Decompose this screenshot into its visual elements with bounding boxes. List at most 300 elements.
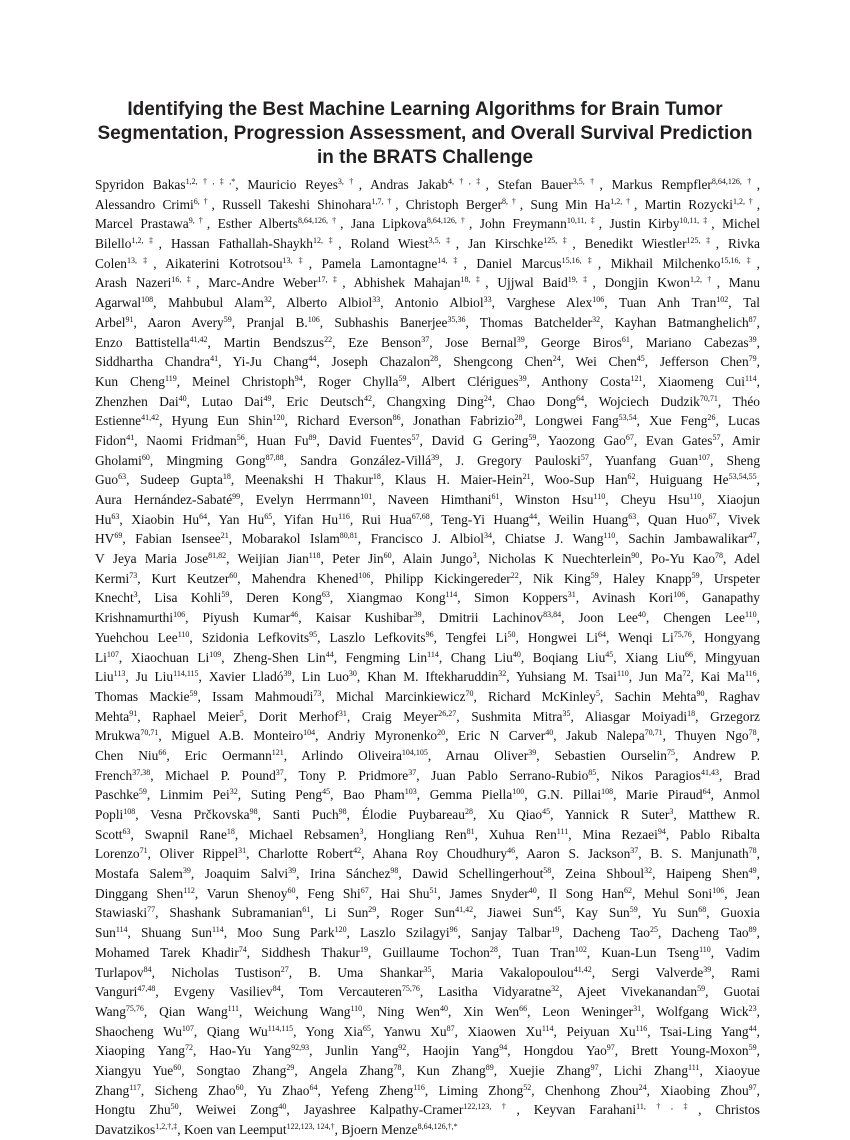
affiliation-marker: 40 [178,393,187,403]
author-name: Vanguri [95,984,138,1000]
author: Peiyuan Xu$^{116}$, [566,1023,651,1039]
author: Evgeny Vasiliev$^{84}$, [173,984,284,1000]
affiliation-marker: 8,64,126,† [711,177,757,186]
author-name: Keyvan Farahani [533,1102,637,1118]
author-name: Chiatse J. Wang [504,531,604,547]
affiliation-marker: 8,† [502,196,520,206]
author: Marie Piraud$^{64}$, [626,787,714,803]
author-name: Hai Shu [380,885,430,901]
author-name: Sandra González-Villá [299,452,432,468]
affiliation-marker: 119 [165,373,177,383]
affiliation-marker: 114 [427,649,439,659]
author-name: Feng Shi [307,885,361,901]
author-name: Richard McKinley [488,688,596,704]
author: Keyvan Farahani$^{11,\dagger,\ddagger}$, [533,1102,702,1118]
author-line [95,903,760,923]
author-name: Yu Sun [651,905,699,921]
author: Kai Ma$^{116}$, [700,669,760,685]
author-name: Abhishek Mahajan [353,275,461,291]
author: Mauricio Reyes$^{3,\dagger}$, [247,177,363,192]
affiliation-marker: 87 [446,1023,455,1033]
author-line [95,1041,760,1061]
author: Thuyen Ngo$^{78}$, [675,728,760,744]
affiliation-marker: 91 [129,708,138,718]
affiliation-marker: 44 [325,649,334,659]
author-name: Xiaomeng Cui [657,373,745,389]
author-name: Dacheng Tao [671,925,749,941]
author: Varun Shenoy$^{60}$, [206,885,299,901]
affiliation-marker: 39 [518,373,527,383]
affiliation-marker: 106 [712,885,725,895]
author: Angela Zhang$^{78}$, [308,1062,405,1078]
author-line [95,529,760,549]
affiliation-marker: 45 [636,354,645,364]
affiliation-marker: 78 [748,846,757,856]
author-name: Kurt Keutzer [151,570,230,586]
author-name: Boqiang Liu [532,649,606,665]
author-name: Stefan Bauer [497,177,573,192]
affiliation-marker: 86 [392,413,401,423]
affiliation-marker: 3 [669,807,674,816]
affiliation-marker: 107 [181,1023,194,1033]
author [732,394,760,409]
affiliation-marker: 18,‡ [460,275,486,285]
author: Mehta$^{91}$, [95,708,141,724]
author-name: Michal Marcinkiewicz [335,688,466,704]
author: Mehul Soni$^{106}$, [644,885,728,901]
affiliation-marker: 87,88 [265,452,284,462]
author: Songtao Zhang$^{29}$, [196,1062,298,1078]
title-line: Segmentation, Progression Assessment, and Overall Survival Prediction [97,123,753,144]
author-name: Leon Weninger [542,1003,634,1019]
affiliation-marker: 18 [687,708,696,718]
author-name: Sung Min Ha [530,196,611,212]
affiliation-marker: 101 [360,492,373,501]
affiliation-marker: 67,68 [411,511,430,521]
affiliation-marker: 80,81 [339,531,358,541]
author: Juan Pablo Serrano-Rubio$^{85}$, [431,767,600,783]
author: Yannick R Suter$^3$, [564,807,677,822]
author-line [95,1061,760,1081]
author-name: Nicholas K Nuechterlein [488,551,632,567]
author-name: Ganapathy [701,590,760,606]
author-name: Yong Xia [305,1023,363,1039]
author-line [95,726,760,746]
affiliation-marker: 106 [673,590,686,600]
author: Krishnamurthi$^{106}$, [95,610,189,626]
author [724,984,760,999]
affiliation-marker: 116 [635,1023,648,1033]
author-name: Kun Zhang [416,1062,486,1078]
author: Koen van Leemput$^{122,123, 124,\dagger}$, [183,1122,338,1137]
affiliation-marker: 32 [263,295,272,305]
author-name: Chenhong Zhou [544,1082,639,1098]
author-name: Linmim Pei [159,787,230,803]
author-name: Zeina Shboul [565,866,645,882]
author-name: Ning Wen [377,1003,440,1019]
author: Yi-Ju Chang$^{44}$, [232,354,320,370]
author: Anthony Costa$^{121}$, [541,373,646,389]
author: Sachin Jambawalikar$^{47}$, [628,531,760,547]
author-name: Shengcong Chen [453,354,553,370]
author: Lichi Zhang$^{111}$, [613,1062,703,1078]
author-name: Jiawei Sun [487,905,554,921]
affiliation-marker: 120 [272,413,285,423]
affiliation-marker: 100 [512,787,525,797]
author-name: Santi Puch [272,807,339,822]
author-name: Alain Jungo [402,551,473,567]
affiliation-marker: 70,71 [699,393,718,403]
author: Meinel Christoph$^{94}$, [192,373,307,389]
author: Xiangmao Kong$^{114}$, [346,590,461,606]
author-line [95,825,760,845]
author-name: Eric Oermann [184,747,272,763]
author-line [95,628,760,648]
author-name: Tony P. Pridmore [298,767,409,783]
author-name: Albert Clérigues [421,373,519,389]
author-name: Xiaowen Xu [467,1023,542,1039]
author-name: Michael Rebsamen [249,826,360,842]
author-name: Fabian Isensee [135,531,221,547]
author-name: Xiang Liu [625,649,686,665]
author-name: Kaisar Kushibar [315,610,414,626]
author-name: George Biros [540,334,622,350]
author-name: Deren Kong [246,590,322,606]
author: Weiwei Zong$^{40}$, [195,1102,290,1118]
affiliation-marker: 37 [421,334,430,344]
author: Eze Benson$^{37}$, [348,334,433,350]
author: Ajeet Vivekanandan$^{59}$, [576,984,709,1000]
affiliation-marker: 29 [368,905,377,915]
author-name: Marie Piraud [626,787,703,803]
author-name: Yanwu Xu [383,1023,447,1039]
affiliation-marker: 39 [703,964,712,974]
author: Roland Wiest$^{3,5,\ddagger}$, [350,236,460,252]
author-line [95,490,760,510]
affiliation-marker: 37 [630,846,639,856]
author [693,748,760,763]
author-name: Xiaoping Yang [95,1043,185,1059]
affiliation-marker: 61 [302,905,311,915]
affiliation-marker: 89 [308,432,317,442]
affiliation-marker: 95 [309,629,318,639]
affiliation-marker: 44 [748,1023,757,1033]
author: Alessandro Crimi$^{6,\dagger}$, [95,196,215,212]
author: Longwei Fang$^{53,54}$, [535,413,641,429]
author-name: Siddhartha Chandra [95,354,211,370]
author-name: Wei Chen [575,354,637,370]
author: Lutao Dai$^{49}$, [201,393,275,409]
affiliation-marker: 39 [413,610,422,620]
affiliation-marker: 45 [322,787,331,797]
affiliation-marker: 77 [147,905,156,915]
author: Chenhong Zhou$^{24}$, [544,1082,650,1098]
author: Aaron S. Jackson$^{37}$, [526,846,642,862]
author: Esther Alberts$^{8,64,126,\dagger}$, [217,216,344,232]
affiliation-marker: 62 [627,472,636,482]
author-name: Laszlo Szilagyi [359,925,450,941]
author-name: Yuhsiang M. Tsai [516,669,618,685]
author-name: Jefferson Chen [659,354,749,370]
affiliation-marker: 13,‡ [127,255,154,265]
author: Scott$^{63}$, [95,826,134,842]
affiliation-marker: 44 [529,511,538,521]
author: Nicholas Tustison$^{27}$, [171,964,293,980]
author-name: Sun [95,925,116,941]
author-name: Zhang [95,1082,130,1098]
author [702,590,760,605]
affiliation-marker: 1,7,† [371,196,396,206]
author: Aura Hernández-Sabaté$^{99}$, [95,492,244,507]
author [688,807,760,822]
author: George Biros$^{61}$, [540,334,634,350]
affiliation-marker: 114 [115,925,128,935]
author-name: Grzegorz [710,708,760,724]
author-name: Christoph Berger [405,196,503,212]
affiliation-marker: 1,2,† [732,196,757,206]
affiliation-marker: 59 [629,905,638,915]
author-name: Andriy Myronenko [327,728,438,744]
author [715,1102,760,1117]
author: Huan Fu$^{89}$, [256,432,320,448]
author-name: Mahendra Khened [251,570,359,586]
affiliation-marker: 65 [264,511,273,521]
author: Sanjay Talbar$^{19}$, [471,925,563,941]
author-name: Justin Kirby [609,216,680,232]
author-name: Bilello [95,236,132,252]
author: HV$^{69}$, [95,531,126,547]
affiliation-marker: 117 [129,1082,141,1092]
author: Spyridon Bakas$^{1,2,\dagger,\ddagger,*}$, [95,177,239,192]
author-name: Naveen Himthani [387,492,492,507]
author: Yuanfang Guan$^{107}$, [604,452,714,468]
author-name: Sanjay Talbar [471,925,552,941]
affiliation-marker: 3,5,† [572,177,600,186]
author: Jan Kirschke$^{125,\ddagger}$, [468,236,576,252]
affiliation-marker: 116 [744,669,757,679]
author: John Freymann$^{10,11,\ddagger}$, [479,216,603,232]
affiliation-marker: 29 [286,1062,295,1072]
author: David Fuentes$^{57}$, [328,432,423,448]
author: Benedikt Wiestler$^{125,\ddagger}$, [584,236,720,252]
author-name: Guo [95,472,119,488]
affiliation-marker: 31 [338,708,347,718]
author: Arbel$^{91}$, [95,314,137,330]
affiliation-marker: 17,‡ [317,275,343,285]
author: Xuejie Zhang$^{97}$, [508,1062,602,1078]
author-line [95,333,760,353]
author: Michael P. Pound$^{37}$, [165,767,288,783]
affiliation-marker: 110 [699,944,711,954]
author-name: Wang [95,1003,126,1019]
author-name: Sheng [726,452,761,468]
author: Christoph Berger$^{8,\dagger}$, [405,196,524,212]
author-name: Hongdou Yao [523,1043,607,1059]
affiliation-marker: 69 [114,531,123,541]
author: Liming Zhong$^{52}$, [438,1082,535,1098]
author-name: Yi-Ju Chang [232,354,309,370]
author-name: Moo Sung Park [237,925,335,941]
author-name: Aaron Avery [147,314,224,330]
author-line [95,1120,760,1140]
author-name: Martin Rozycki [644,196,733,212]
author-name: Evan Gates [645,432,713,448]
author-line [95,746,760,766]
author-name: Mahbubul Alam [168,295,264,311]
affiliation-marker: 97 [748,1082,757,1092]
affiliation-marker: 102 [716,295,729,305]
author: Dacheng Tao$^{25}$, [572,925,662,941]
author: Yan Hu$^{65}$, [218,511,276,527]
author-name: Jayashree Kalpathy-Cramer [303,1102,464,1118]
affiliation-marker: 67 [708,511,717,521]
author-line [95,352,760,372]
author [710,709,760,724]
affiliation-marker: 39 [431,452,440,462]
author-name: Xue Feng [649,413,708,429]
author-line [95,1002,760,1022]
author [715,1063,760,1078]
author-name: Knecht [95,590,134,606]
affiliation-marker: 64 [702,787,711,797]
author-name: Hao-Yu Yang [209,1043,292,1059]
author [734,768,760,783]
author: Paschke$^{59}$, [95,787,151,803]
author: Xiaochuan Li$^{109}$, [130,649,225,665]
affiliation-marker: 110 [689,492,702,501]
author-name: Xuhua Ren [488,826,557,842]
author: Weichung Wang$^{110}$, [254,1003,366,1019]
affiliation-marker: 57 [411,432,420,442]
author: Qian Wang$^{111}$, [159,1003,243,1019]
affiliation-marker: 97 [590,1062,599,1072]
author-name: Qiang Wu [206,1023,268,1039]
author: Nikos Paragios$^{41,43}$, [611,767,723,783]
author-line [95,293,760,313]
affiliation-marker: 46 [290,610,299,620]
author: Deren Kong$^{63}$, [246,590,334,606]
author-name: Anmol [722,787,761,803]
author-name: Roger Sun [390,905,456,921]
author-name: Dinggang Shen [95,885,184,901]
author-name: Raghav [719,688,760,704]
author [736,886,760,901]
affiliation-marker: 75,76 [125,1003,144,1013]
affiliation-marker: 53,54 [618,413,637,423]
author-line [95,392,760,412]
author-name: Wojciech Dudzik [598,393,700,409]
author: Charlotte Robert$^{42}$, [258,846,365,862]
author-name: Roger Chylla [318,373,399,389]
author: Ahana Roy Choudhury$^{46}$, [372,846,519,862]
author-name: Hassan Fathallah-Shaykh [170,236,314,252]
affiliation-marker: 49 [748,866,757,876]
author: Ujjwal Baid$^{19,\ddagger}$, [497,275,596,291]
author-line [95,470,760,490]
affiliation-marker: 41 [210,354,219,364]
author-name: Peiyuan Xu [566,1023,636,1039]
author [732,433,760,448]
author-name: Marc-Andre Weber [208,275,318,291]
author-name: Jakub Nalepa [566,728,645,744]
affiliation-marker: 70,71 [140,728,159,738]
author: Marc-Andre Weber$^{17,\ddagger}$, [208,275,346,291]
author-name: Miguel A.B. Monteiro [171,728,304,744]
author-name: Aliasgar Moiyadi [584,708,688,724]
author-line [95,1081,760,1101]
author-name: Rui Hua [361,511,412,527]
author: Davatzikos$^{1,2,\dagger,\ddagger}$, [95,1122,181,1137]
author-name: G.N. Pillai [537,787,602,803]
author-name: Joaquim Salvi [204,866,289,882]
affiliation-marker: 59 [189,688,198,698]
author-name: Bjoern Menze [341,1122,418,1137]
affiliation-marker: 37 [275,767,284,777]
affiliation-marker: 28 [430,354,439,364]
author-name: Xiaojun [716,492,760,507]
author: Swapnil Rane$^{18}$, [144,826,239,842]
affiliation-marker: 30 [348,669,357,679]
author-name: Krishnamurthi [95,610,174,626]
affiliation-marker: 14,‡ [437,255,464,265]
author-line [95,1100,760,1120]
author: Shuang Sun$^{114}$, [140,925,228,941]
author: Maria Vakalopoulou$^{41,42}$, [451,964,596,980]
author-name: Xiaobin Hu [131,511,200,527]
author [722,216,760,231]
author-name: Yu Zhao [256,1082,310,1098]
affiliation-marker: 92 [398,1043,407,1053]
affiliation-marker: 32 [592,314,601,324]
author: Roger Sun$^{41,42}$, [390,905,477,921]
affiliation-marker: 125,‡ [686,236,716,246]
affiliation-marker: 41,42 [573,964,592,974]
author-name: Songtao Zhang [196,1062,287,1078]
affiliation-marker: 28 [464,807,473,816]
author: Jonathan Fabrizio$^{28}$, [413,413,526,429]
affiliation-marker: 59 [528,432,537,442]
author-name: Cheyu Hsu [620,492,690,507]
affiliation-marker: 40 [637,610,646,620]
author-name: Quan Huo [648,511,709,527]
affiliation-marker: 94 [294,373,303,383]
author-name: Turlapov [95,964,144,980]
author-name: Richard Everson [297,413,393,429]
affiliation-marker: 73 [313,688,322,698]
author: Tony P. Pridmore$^{37}$, [298,767,420,783]
affiliation-marker: 114,115 [173,669,199,679]
author: Hongdou Yao$^{97}$, [523,1043,619,1059]
author: Stefan Bauer$^{3,5,\dagger}$, [497,177,603,192]
author: Zheng-Shen Lin$^{44}$, [233,649,338,665]
author: Sushmita Mitra$^{35}$, [471,708,574,724]
author [723,787,760,802]
author: Weilin Huang$^{63}$, [548,511,640,527]
author-name: Mehta [95,708,130,724]
author: Daniel Marcus$^{15,16,\ddagger}$, [476,255,602,271]
author: Zhang$^{117}$, [95,1082,145,1098]
author: Subhashis Banerjee$^{35,36}$, [334,314,469,330]
author-name: Ujjwal Baid [497,275,568,291]
author: Martin Rozycki$^{1,2,\dagger}$, [644,196,761,212]
author-name: Meenakshi H Thakur [244,472,373,488]
author-name: Longwei Fang [535,413,619,429]
affiliation-marker: 45 [605,649,614,659]
affiliation-marker: 78 [715,551,724,561]
author-name: Weiwei Zong [195,1102,279,1118]
author: Raphael Meier$^5$, [152,708,248,724]
author: Chen Niu$^{66}$, [95,747,170,763]
